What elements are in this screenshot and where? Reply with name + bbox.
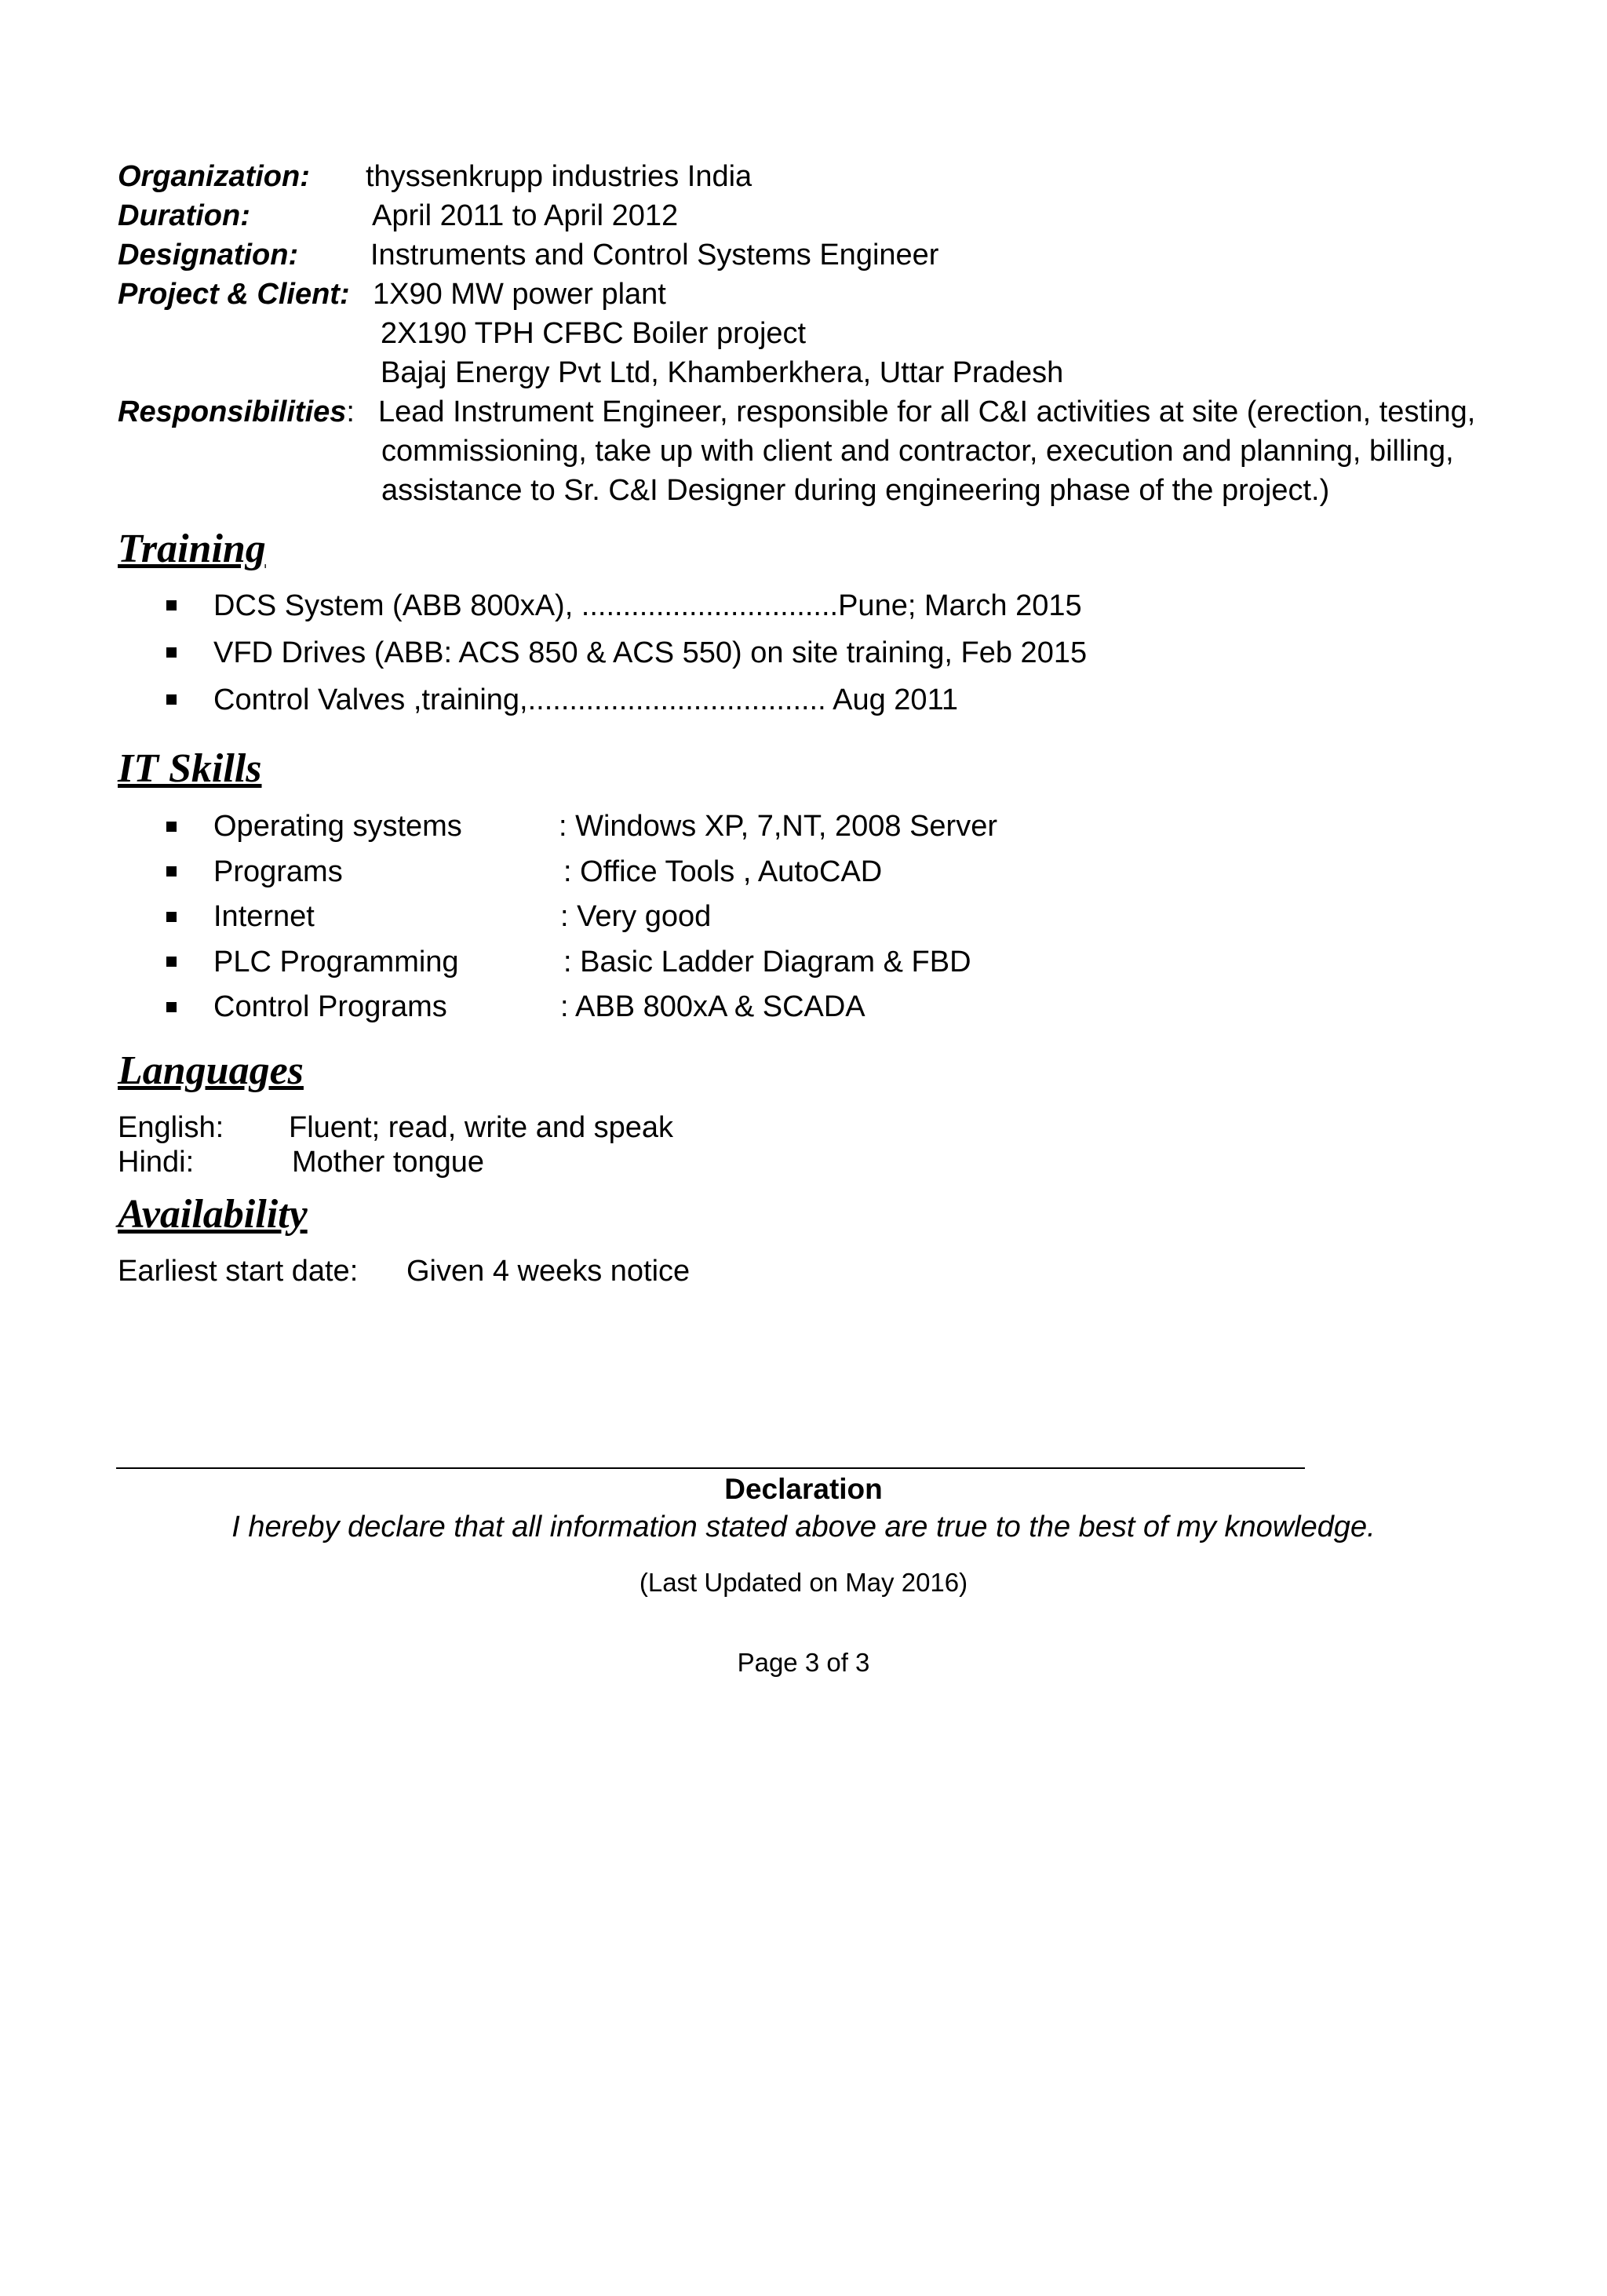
- training-list: [118, 582, 1295, 723]
- job-details: [118, 157, 1514, 510]
- organization-label: Organization:: [118, 160, 310, 193]
- it-skills-heading: IT Skills: [118, 746, 262, 791]
- skill-value: : Office Tools , AutoCAD: [563, 855, 883, 888]
- skill-name: PLC Programming: [213, 945, 459, 979]
- skill-name: Internet: [213, 900, 315, 933]
- language-name: Hindi:: [118, 1146, 195, 1179]
- bullet-square-icon: [166, 912, 177, 922]
- skill-value: : Basic Ladder Diagram & FBD: [563, 945, 971, 979]
- responsibilities-row: [118, 392, 1514, 510]
- availability-item: [118, 1254, 691, 1288]
- responsibilities-line-1: Lead Instrument Engineer, responsible for all C&I activities at site (erection, testing,: [378, 395, 1476, 428]
- project-line-3: Bajaj Energy Pvt Ltd, Khamberkhera, Uttar Pradesh: [381, 356, 1064, 389]
- bullet-square-icon: [166, 1002, 177, 1012]
- project-row-3: [118, 353, 1514, 392]
- it-skills-list: [118, 804, 1295, 1030]
- organization-value: thyssenkrupp industries India: [366, 160, 752, 193]
- last-updated: (Last Updated on May 2016): [639, 1568, 968, 1597]
- availability-heading: Availability: [118, 1192, 308, 1237]
- responsibilities-colon: :: [346, 395, 355, 428]
- training-item: [118, 629, 1295, 676]
- training-item-text: Control Valves ,training,.................................... Aug 2011: [213, 683, 959, 716]
- bullet-square-icon: [166, 694, 177, 705]
- responsibilities-line-3: assistance to Sr. C&I Designer during engineering phase of the project.): [381, 474, 1330, 507]
- language-name: English:: [118, 1111, 224, 1144]
- skill-value: : Very good: [560, 900, 712, 933]
- bullet-square-icon: [166, 600, 177, 610]
- languages-list: [118, 1110, 674, 1179]
- skill-item: [118, 804, 1295, 850]
- bullet-square-icon: [166, 647, 177, 658]
- availability-label: Earliest start date:: [118, 1255, 359, 1288]
- skill-value: : Windows XP, 7,NT, 2008 Server: [559, 810, 997, 843]
- designation-label: Designation:: [118, 239, 299, 272]
- skill-name: Operating systems: [213, 810, 462, 843]
- availability-row: [118, 1254, 691, 1288]
- availability-value: Given 4 weeks notice: [406, 1255, 691, 1288]
- designation-value: Instruments and Control Systems Engineer: [370, 239, 939, 272]
- responsibilities-text: [378, 392, 1477, 510]
- project-row: [118, 275, 1514, 314]
- designation-row: [118, 235, 1514, 275]
- skill-item: [118, 985, 1295, 1030]
- skill-item: [118, 940, 1295, 986]
- training-item: [118, 582, 1295, 629]
- declaration-text: I hereby declare that all information stated above are true to the best of my knowledge.: [231, 1511, 1376, 1543]
- skill-item: [118, 850, 1295, 895]
- duration-label: Duration:: [118, 199, 250, 232]
- project-label: Project & Client:: [118, 278, 350, 311]
- language-item: [118, 1145, 485, 1179]
- duration-value: April 2011 to April 2012: [372, 199, 679, 232]
- skill-value: : ABB 800xA & SCADA: [560, 990, 865, 1023]
- training-heading: Training: [118, 527, 266, 571]
- training-item: [118, 676, 1295, 723]
- training-item-text: DCS System (ABB 800xA), ...............................Pune; March 2015: [213, 589, 1082, 622]
- declaration-title: Declaration: [724, 1473, 883, 1505]
- organization-row: [118, 157, 1514, 196]
- language-level: Mother tongue: [292, 1146, 485, 1179]
- language-level: Fluent; read, write and speak: [289, 1111, 674, 1144]
- languages-heading: Languages: [118, 1048, 304, 1093]
- responsibilities-label: Responsibilities: [118, 395, 347, 428]
- training-item-text: VFD Drives (ABB: ACS 850 & ACS 550) on site training, Feb 2015: [213, 636, 1088, 669]
- skill-item: [118, 895, 1295, 940]
- page-number: Page 3 of 3: [737, 1648, 870, 1677]
- bullet-square-icon: [166, 822, 177, 832]
- language-item: [118, 1110, 674, 1145]
- project-line-1: 1X90 MW power plant: [373, 278, 666, 311]
- skill-name: Control Programs: [213, 990, 447, 1023]
- bullet-square-icon: [166, 866, 177, 876]
- project-row-2: [118, 314, 1514, 353]
- duration-row: [118, 196, 1514, 235]
- project-line-2: 2X190 TPH CFBC Boiler project: [381, 317, 807, 350]
- responsibilities-label-wrap: [118, 392, 355, 432]
- declaration-divider: [116, 1467, 1305, 1469]
- skill-name: Programs: [213, 855, 343, 888]
- bullet-square-icon: [166, 957, 177, 967]
- responsibilities-line-2: commissioning, take up with client and contractor, execution and planning, billing,: [381, 435, 1454, 468]
